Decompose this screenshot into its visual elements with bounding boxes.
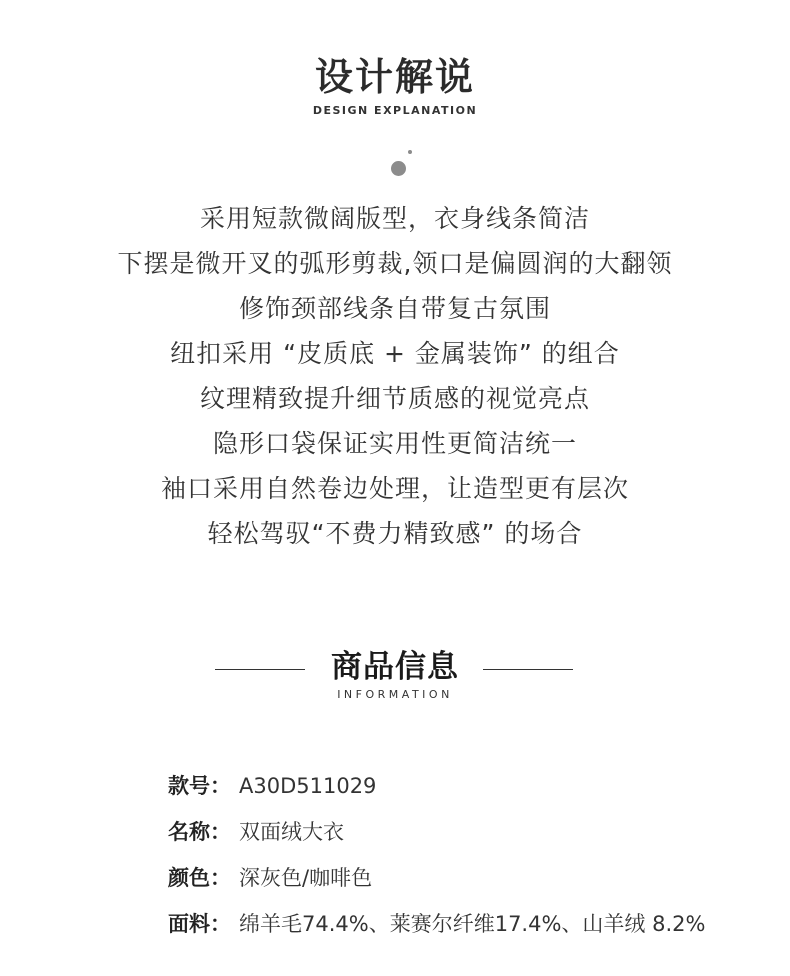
info-value: 深灰色/咖啡色 [239,866,373,890]
info-value: 绵羊毛74.4%、莱赛尔纤维17.4%、山羊绒 8.2% [239,912,706,936]
description-line: 隐形口袋保证实用性更简洁统一 [212,429,577,458]
info-row-color [168,864,372,892]
info-value: 双面绒大衣 [239,820,344,844]
info-subtitle: INFORMATION [337,688,453,701]
info-row-style-number [168,772,376,800]
description-line: 下摆是微开叉的弧形剪裁,领口是偏圆润的大翻领 [117,249,673,278]
info-row-name [168,818,344,846]
description-line: 纽扣采用 “皮质底 + 金属装饰” 的组合 [170,339,620,368]
decor-dot-large [391,161,406,176]
description-line: 纹理精致提升细节质感的视觉亮点 [199,384,590,413]
info-value: A30D511029 [239,774,377,798]
decor-dot-small [408,150,412,154]
description-line: 采用短款微阔版型，衣身线条简洁 [199,204,590,233]
info-title: 商品信息 [331,649,459,685]
info-label: 款号： [168,774,231,798]
design-description [0,196,790,556]
description-line: 轻松驾驭“不费力精致感” 的场合 [207,519,583,548]
info-row-fabric [168,910,705,938]
info-label: 颜色： [168,866,231,890]
info-label: 名称： [168,820,231,844]
description-line: 修饰颈部线条自带复古氛围 [238,294,551,323]
design-subtitle: DESIGN EXPLANATION [312,104,478,117]
description-line: 袖口采用自然卷边处理，让造型更有层次 [160,474,629,503]
design-title: 设计解说 [314,55,475,99]
info-label: 面料： [168,912,231,936]
